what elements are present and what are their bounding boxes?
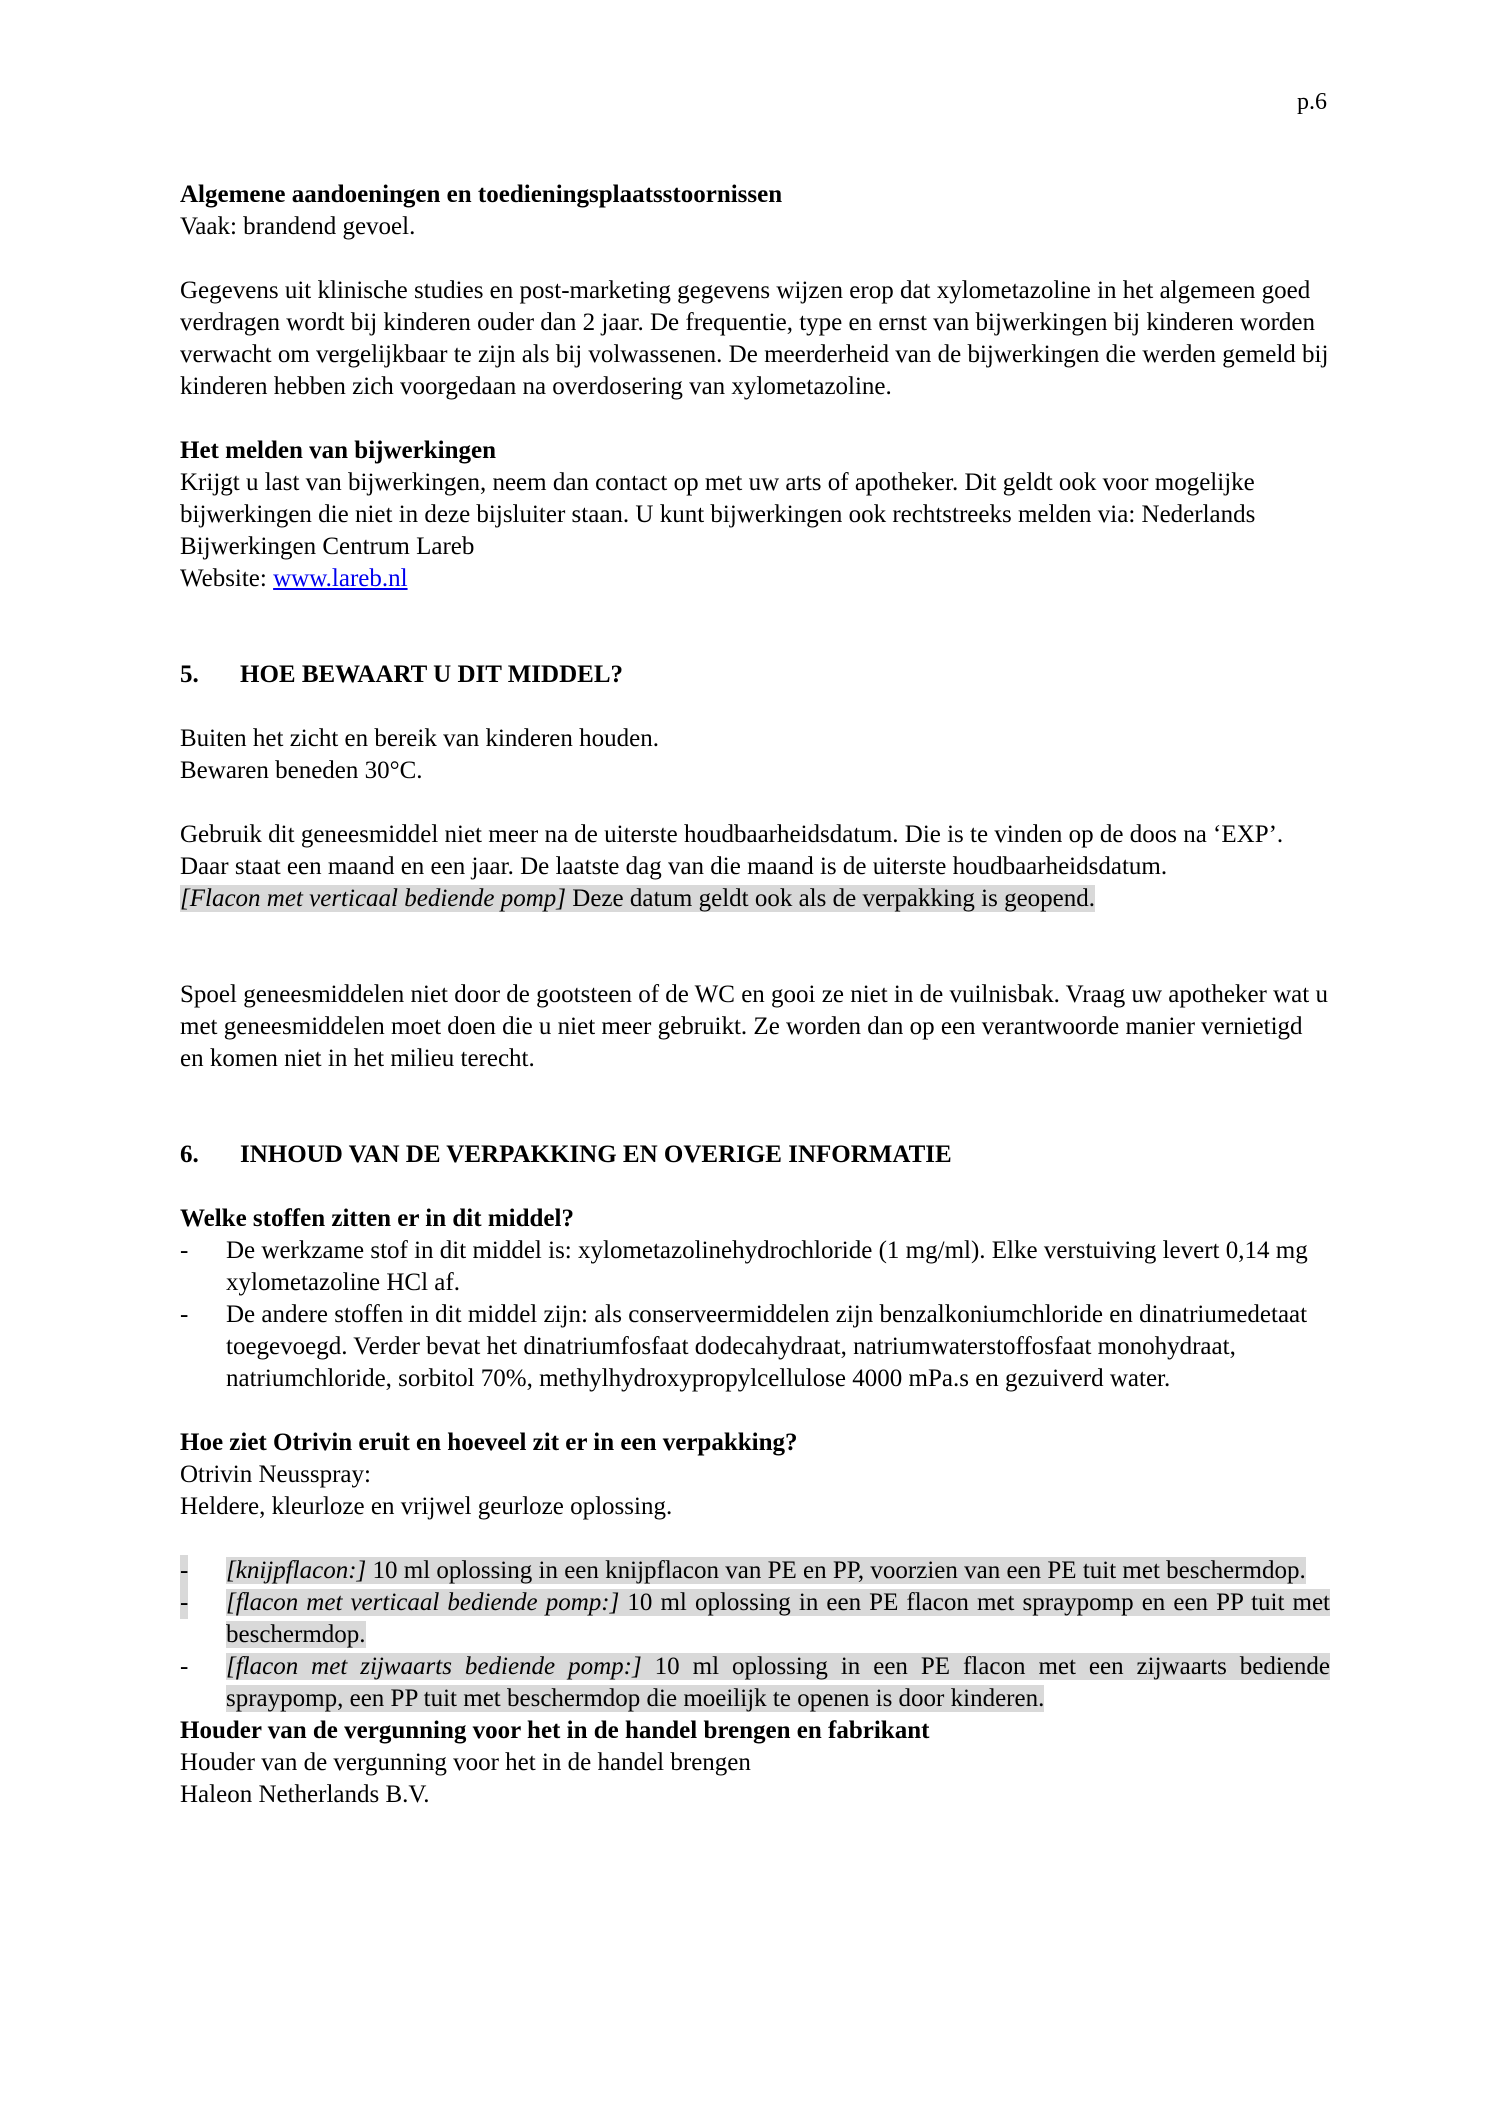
reporting-heading: Het melden van bijwerkingen <box>180 437 496 464</box>
general-heading: Algemene aandoeningen en toedieningsplaatsstoornissen <box>180 181 783 208</box>
pump-text: Deze datum geldt ook als de verpakking is geopend. <box>566 885 1096 912</box>
general-paragraph: Gegevens uit klinische studies en post-marketing gegevens wijzen erop dat xylometazoline in het algemeen goed verdragen wordt bij kinderen ouder dan 2 jaar. De frequentie, type en ernst van bijwerkingen bij kinderen worden verwacht om vergelijkbaar te zijn als bij volwassenen. De meerderheid van de bijwerkingen die werden gemeld bij kinderen hebben zich voorgedaan na overdosering van xylometazoline. <box>180 277 1329 400</box>
general-line: Vaak: brandend gevoel. <box>180 213 416 240</box>
product-name: Otrivin Neusspray: <box>180 1461 371 1488</box>
list-item: - [flacon met verticaal bediende pomp:] 10 ml oplossing in een PE flacon met spraypomp en een PP tuit met beschermdop. <box>180 1589 1330 1648</box>
appearance-heading: Hoe ziet Otrivin eruit en hoeveel zit er in een verpakking? <box>180 1429 798 1456</box>
product-description: Heldere, kleurloze en vrijwel geurloze oplossing. <box>180 1493 673 1520</box>
storage-line-1: Buiten het zicht en bereik van kinderen houden. <box>180 725 660 752</box>
website-line <box>180 563 1330 595</box>
list-item: - De andere stoffen in dit middel zijn: als conserveermiddelen zijn benzalkoniumchloride en dinatriumedetaat toegevoegd. Verder bevat het dinatriumfosfaat dodecahydraat, natriumwaterstoffosfaat monohydraat, natriumchloride, sorbitol 70%, methylhydroxypropylcellulose 4000 mPa.s en gezuiverd water. <box>180 1301 1308 1392</box>
holder-name: Haleon Netherlands B.V. <box>180 1781 430 1808</box>
list-item: - [knijpflacon:] 10 ml oplossing in een knijpflacon van PE en PP, voorzien van een PE tuit met beschermdop. <box>180 1555 1330 1587</box>
page-content <box>180 179 1330 1811</box>
page-number: p.6 <box>1297 89 1327 115</box>
holder-line: Houder van de vergunning voor het in de handel brengen <box>180 1749 751 1776</box>
lareb-link[interactable]: www.lareb.nl <box>273 565 408 592</box>
section-5-title: HOE BEWAART U DIT MIDDEL? <box>240 661 623 688</box>
list-item: - [flacon met zijwaarts bediende pomp:] 10 ml oplossing in een PE flacon met een zijwaarts bediende spraypomp, een PP tuit met beschermdop die moeilijk te openen is door kinderen. <box>180 1653 1330 1712</box>
holder-heading: Houder van de vergunning voor het in de handel brengen en fabrikant <box>180 1717 930 1744</box>
reporting-text: Krijgt u last van bijwerkingen, neem dan contact op met uw arts of apotheker. Dit geldt ook voor mogelijke bijwerkingen die niet in deze bijsluiter staan. U kunt bijwerkingen ook rechtstreeks melden via: Nederlands Bijwerkingen Centrum Lareb <box>180 469 1256 560</box>
website-label: Website: <box>180 565 274 592</box>
storage-line-2: Bewaren beneden 30°C. <box>180 757 423 784</box>
substances-list <box>180 1235 1330 1395</box>
section-5-number: 5. <box>180 661 199 688</box>
expiry-paragraph: Gebruik dit geneesmiddel niet meer na de uiterste houdbaarheidsdatum. Die is te vinden op de doos na ‘EXP’. Daar staat een maand en een jaar. De laatste dag van die maand is de uiterste houdbaarheidsdatum. <box>180 821 1284 880</box>
section-6-number: 6. <box>180 1141 199 1168</box>
disposal-paragraph: Spoel geneesmiddelen niet door de gootsteen of de WC en gooi ze niet in de vuilnisbak. Vraag uw apotheker wat u met geneesmiddelen moet doen die u niet meer gebruikt. Ze worden dan op een verantwoorde manier vernietigd en komen niet in het milieu terecht. <box>180 981 1328 1072</box>
section-6-heading <box>180 1139 1330 1171</box>
pump-tag: [Flacon met verticaal bediende pomp] <box>180 885 567 912</box>
section-5-heading <box>180 659 1330 691</box>
packs-list <box>180 1555 1330 1715</box>
pump-note <box>180 883 1330 915</box>
substances-heading: Welke stoffen zitten er in dit middel? <box>180 1205 574 1232</box>
section-6-title: INHOUD VAN DE VERPAKKING EN OVERIGE INFORMATIE <box>240 1141 952 1168</box>
list-item: - De werkzame stof in dit middel is: xylometazolinehydrochloride (1 mg/ml). Elke verstuiving levert 0,14 mg xylometazoline HCl af. <box>180 1237 1308 1296</box>
